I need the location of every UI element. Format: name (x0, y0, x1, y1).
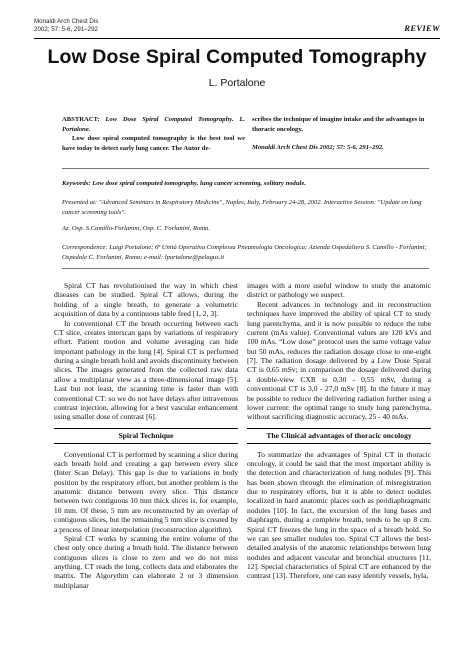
paragraph: Spiral CT has revolutionised the way in which chest diseases can be studied. Spiral CT allows, during the holding of a single breath, to generate a volumetric acquisition of data by a continuous table feed [1, 2, 3]. (54, 281, 238, 319)
body-column-right (247, 281, 431, 581)
journal-issue: 2002; 57: 5-6, 291–292 (34, 26, 98, 33)
correspondence: Correspondence: Luigi Portalone; 6ª Unità Operativa Complessa Pneumologia Oncologica; Azienda Ospedaliera S. Camillo - Forlanini; Ospedale C. Forlanini, Roma; e-mail: lportalone@pelagus.it (62, 244, 427, 261)
paragraph: In conventional CT the breath occurring between each CT slice, creates interscan gaps by variations of respiratory effort. Patient motion and volume averaging can hide important pathology in the lung [4]. Spiral CT is performed during a single breath hold and avoids discontinuity between slices. The images generated from the collected raw data allow a multiplanar view as a three-dimensional image [5]. Last but not least, the scanning time is faster than with conventional CT: so we do not have delays after intravenous contrast injection, allowing for a best vascular enhancement using smaller dose of contrast [6]. (54, 318, 238, 422)
article-title: Low Dose Spiral Computed Tomography (47, 46, 427, 68)
abstract-citation: Monaldi Arch Chest Dis 2002; 57: 5-6, 291–292. (252, 144, 384, 152)
journal-citation (34, 18, 98, 34)
body-column-left (54, 281, 238, 590)
article-author: L. Portalone (208, 77, 266, 89)
keywords: Keywords: Low dose spiral computed tomography, lung cancer screening, solitary nodule. (62, 180, 306, 187)
header-rule (34, 38, 440, 39)
front-matter-rule (62, 268, 429, 269)
paragraph: images with a more useful window to study the anatomic district or pathology we suspect. (247, 281, 431, 300)
paragraph: Recent advances in technology and in reconstruction techniques have improved the ability of spiral CT to study lung parenchyma, and it is now possible to reduce the tube current (mAs value). Conventional values are 120 kVs and 100 mAs. “Low dose” protocol uses the same voltage value but 50 mAs, reduces the radiation dosage close to one-eight [7]. The radiation dosage delivered by a Low Dose Spiral CT is 0,65 mSv; in comparison the dosage delivered during a double-view CXR is 0,30 - 0,55 mSv, during a conventional CT is 3,0 - 27,0 mSv [8]. In the future it may be possible to reduce the delivering radiation further using a lower current: the optimal range to study lung parenchyma, without sacrificing diagnostic accuracy, 25 - 40 mAs. (247, 299, 431, 422)
section-label: REVIEW (404, 23, 440, 33)
abstract-title: Low Dose Spiral Computed Tomography. L. Portalone. (62, 116, 245, 133)
paragraph: Conventional CT is performed by scanning a slice during each breath hold and creating a gap between every slice (Inter Scan Delay). This gap is due to variations in body position by the respiratory effort, but another problem is the anatomic distance between every slice. This distance between two contiguous 10 mm thick slices is, for example, 10 mm. Of these, 5 mm are reconstructed by an overlap of contiguous slices, but the remaining 5 mm slice is created by a process of linear interpolation (reconstruction algorithm). (54, 449, 238, 534)
presented-note: Presented at: "Advanced Seminars in Respiratory Medicine", Naples, Italy, February 24-28, 2002. Interactive Session: "Update on lung cancer screening tools". (62, 199, 422, 216)
affiliation: Az. Osp. S.Camillo-Forlanini, Osp. C. Forlanini, Roma. (62, 225, 210, 232)
abstract-body: Low dose spiral computed tomography is the best tool we have today to detect early lung cancer. The Autor de- (62, 135, 245, 152)
section-heading-clinical-advantages: The Clinical advantages of thoracic oncology (247, 428, 431, 444)
abstract-left (62, 115, 245, 153)
section-heading-spiral-technique: Spiral Technique (54, 428, 238, 444)
abstract-body-continued: scribes the technique of imagine intake and the advantages in thoracic oncology. (252, 116, 425, 133)
paragraph: To summarize the advantages of Spiral CT in thoracic oncology, it could be said that the most important ability is the detection and characterization of lung nodules [9]. This has been shown through the elimination of misregistration due to respiratory efforts, but it is able to detect nodules localized in hard anatomic places such as peridiaphragmatic nodules [10]. In fact, the excursion of the lung bases and diaphragm, during a complete breath, tends to be up 8 cm. Spiral CT freezes the lung in the space of a breath hold. So we can see smaller nodules too. Spiral CT allows the best-detailed analysis of the anatomic relationships between lung nodules and adjacent vascular and bronchial structures [11, 12]. Special characteristics of Spiral CT are enhanced by the contrast [13]. Therefore, one can easy identify vessels, hyla, (247, 449, 431, 581)
journal-name: Monaldi Arch Chest Dis (34, 18, 99, 25)
paragraph: Spiral CT works by scanning the entire volume of the chest only once during a breath hold. The distance between contiguous slices is close to zero and we do not miss anything. CT reads the lung, collects data and elaborates the matrix. The Algorythm can elaborate 2 or 3 dimension multiplanar (54, 533, 238, 590)
abstract-label: ABSTRACT: (62, 116, 100, 123)
abstract-right (252, 115, 430, 153)
abstract-rule (62, 168, 429, 169)
